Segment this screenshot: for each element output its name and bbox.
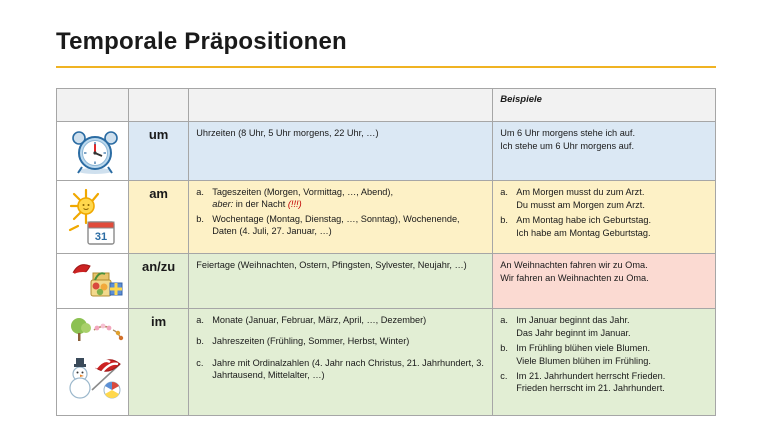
rule-cell-im (189, 309, 493, 416)
rule-main-text: Tageszeiten (Morgen, Vormittag, …, Abend), (212, 187, 394, 197)
example-item (500, 314, 708, 340)
rule-text: Jahre mit Ordinalzahlen (4. Jahr nach Christus, 21. Jahrhundert, 3. Jahrtausend, Mittelalter, …) (212, 357, 484, 381)
example-line: Am Montag habe ich Geburtstag. (516, 214, 652, 225)
rule-text (212, 186, 485, 211)
examples-cell-im (493, 309, 716, 416)
example-line: Viele Blumen blühen im Frühling. (516, 355, 651, 366)
example-line: Ich stehe um 6 Uhr morgens auf. (500, 140, 635, 151)
row-icon-cell (57, 181, 129, 254)
table-row (57, 254, 716, 309)
example-line: Du musst am Morgen zum Arzt. (516, 199, 645, 210)
table-row (57, 309, 716, 416)
header-cell-rule (189, 89, 493, 122)
holiday-gifts-icon (64, 259, 126, 303)
example-marker: a. (500, 187, 508, 197)
example-line: Wir fahren an Weihnachten zu Oma. (500, 272, 649, 283)
example-line: An Weihnachten fahren wir zu Oma. (500, 260, 648, 270)
prepositions-table (56, 88, 716, 416)
examples-cell-um (493, 122, 716, 181)
preposition-am: am (128, 181, 188, 254)
rule-text: Monate (Januar, Februar, März, April, …, Dezember) (212, 315, 427, 325)
rule-aber-note: (!!!) (287, 199, 302, 210)
rule-marker: a. (196, 315, 204, 325)
example-item (500, 214, 708, 240)
preposition-um: um (128, 122, 188, 181)
rule-item (196, 335, 485, 347)
four-seasons-icon (64, 314, 126, 410)
row-icon-cell (57, 254, 129, 309)
example-line: Im Januar beginnt das Jahr. (516, 315, 630, 325)
example-item (500, 342, 708, 368)
rule-cell-um (189, 122, 493, 181)
alarm-clock-icon (64, 127, 126, 175)
example-line: Ich habe am Montag Geburtstag. (516, 227, 651, 238)
header-cell-preposition (128, 89, 188, 122)
example-line: Frieden herrscht im 21. Jahrhundert. (516, 383, 665, 394)
example-item (500, 370, 708, 396)
preposition-im: im (128, 309, 188, 416)
page-title: Temporale Präpositionen (56, 28, 347, 55)
example-item (500, 186, 708, 212)
example-marker: b. (500, 342, 508, 353)
example-line: Das Jahr beginnt im Januar. (516, 327, 631, 338)
rule-marker: b. (196, 336, 204, 347)
sun-calendar-icon (64, 186, 126, 248)
table-header-row (57, 89, 716, 122)
rule-marker: b. (196, 213, 204, 224)
rule-item (196, 213, 485, 238)
row-icon-cell (57, 309, 129, 416)
rule-cell-am (189, 181, 493, 254)
preposition-an-zu: an/zu (128, 254, 188, 309)
rule-text: Uhrzeiten (8 Uhr, 5 Uhr morgens, 22 Uhr, …) (196, 128, 379, 138)
title-divider (56, 66, 716, 68)
rule-marker: a. (196, 187, 204, 197)
examples-cell-an-zu (493, 254, 716, 309)
rule-marker: c. (196, 357, 204, 368)
example-line: Im Frühling blühen viele Blumen. (516, 342, 651, 353)
rule-cell-an-zu (189, 254, 493, 309)
rule-item (196, 186, 485, 211)
header-cell-icon (57, 89, 129, 122)
example-text (516, 186, 708, 212)
table-row (57, 122, 716, 181)
example-line: Im 21. Jahrhundert herrscht Frieden. (516, 370, 666, 381)
examples-cell-am (493, 181, 716, 254)
rule-aber-label: aber: (212, 199, 234, 210)
example-text (516, 214, 708, 240)
prepositions-table-wrapper (56, 88, 716, 416)
example-line: Am Morgen musst du zum Arzt. (516, 187, 645, 197)
rule-text: Wochentage (Montag, Dienstag, …, Sonntag), Wochenende, Daten (4. Juli, 27. Januar, …) (212, 213, 460, 237)
example-text (516, 314, 708, 340)
example-text (516, 370, 708, 396)
rule-item (196, 314, 485, 326)
rule-aber-text: in der Nacht (235, 199, 286, 210)
row-icon-cell (57, 122, 129, 181)
example-marker: c. (500, 370, 508, 381)
table-row (57, 181, 716, 254)
rule-text: Feiertage (Weihnachten, Ostern, Pfingsten, Sylvester, Neujahr, …) (196, 260, 467, 270)
example-marker: b. (500, 214, 508, 225)
rule-item (196, 357, 485, 382)
header-cell-examples: Beispiele (493, 89, 716, 122)
example-text (516, 342, 708, 368)
example-line: Um 6 Uhr morgens stehe ich auf. (500, 128, 636, 138)
svg-text:31: 31 (94, 231, 108, 243)
rule-text: Jahreszeiten (Frühling, Sommer, Herbst, Winter) (212, 336, 410, 347)
example-marker: a. (500, 315, 508, 325)
